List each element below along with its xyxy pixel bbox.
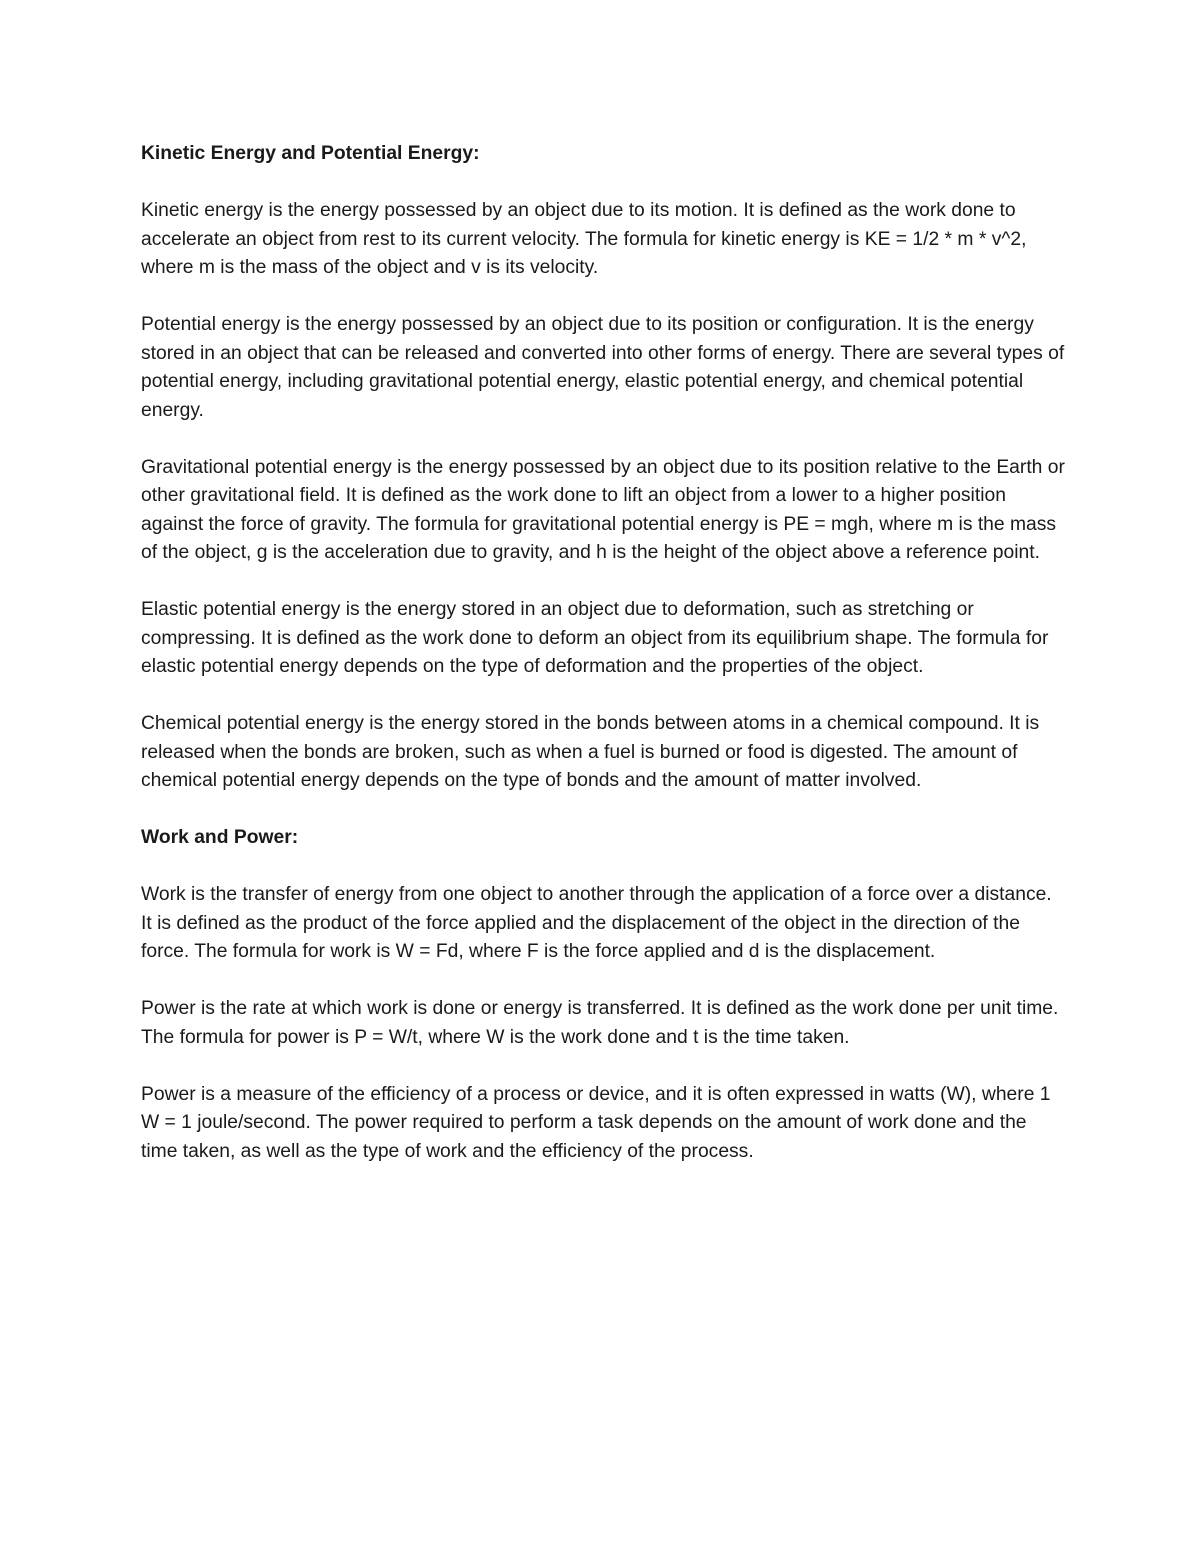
paragraph-chemical-potential-energy: Chemical potential energy is the energy stored in the bonds between atoms in a chemical compound. It is released when the bonds are broken, such as when a fuel is burned or food is digested. The amount of chemical potential energy depends on the type of bonds and the amount of matter involved. — [141, 713, 1040, 791]
paragraph-gravitational-potential-energy: Gravitational potential energy is the energy possessed by an object due to its position relative to the Earth or other gravitational field. It is defined as the work done to lift an object from a lower to a higher position against the force of gravity. The formula for gravitational potential energy is PE = mgh, where m is the mass of the object, g is the acceleration due to gravity, and h is the height of the object above a reference point. — [141, 456, 1065, 563]
document-page — [141, 140, 1066, 1195]
section-heading: Work and Power: — [141, 827, 299, 848]
paragraph-power: Power is the rate at which work is done or energy is transferred. It is defined as the work done per unit time. The formula for power is P = W/t, where W is the work done and t is the time taken. — [141, 998, 1059, 1048]
section-work-power — [141, 824, 1066, 1166]
paragraph-elastic-potential-energy: Elastic potential energy is the energy stored in an object due to deformation, such as stretching or compressing. It is defined as the work done to deform an object from its equilibrium shape. The formula for elastic potential energy depends on the type of deformation and the properties of the object. — [141, 599, 1049, 677]
paragraph-potential-energy: Potential energy is the energy possessed by an object due to its position or configuration. It is the energy stored in an object that can be released and converted into other forms of energy. There are several types of potential energy, including gravitational potential energy, elastic potential energy, and chemical potential energy. — [141, 314, 1065, 421]
paragraph-kinetic-energy: Kinetic energy is the energy possessed by an object due to its motion. It is defined as the work done to accelerate an object from rest to its current velocity. The formula for kinetic energy is KE = 1/2 * m * v^2, where m is the mass of the object and v is its velocity. — [141, 200, 1027, 278]
paragraph-power-units: Power is a measure of the efficiency of a process or device, and it is often expressed in watts (W), where 1 W = 1 joule/second. The power required to perform a task depends on the amount of work done and the time taken, as well as the type of work and the efficiency of the process. — [141, 1083, 1051, 1162]
paragraph-work: Work is the transfer of energy from one object to another through the application of a force over a distance. It is defined as the product of the force applied and the displacement of the object in the direction of the force. The formula for work is W = Fd, where F is the force applied and d is the displacement. — [141, 884, 1052, 962]
section-energy — [141, 140, 1066, 796]
section-heading: Kinetic Energy and Potential Energy: — [141, 143, 480, 164]
